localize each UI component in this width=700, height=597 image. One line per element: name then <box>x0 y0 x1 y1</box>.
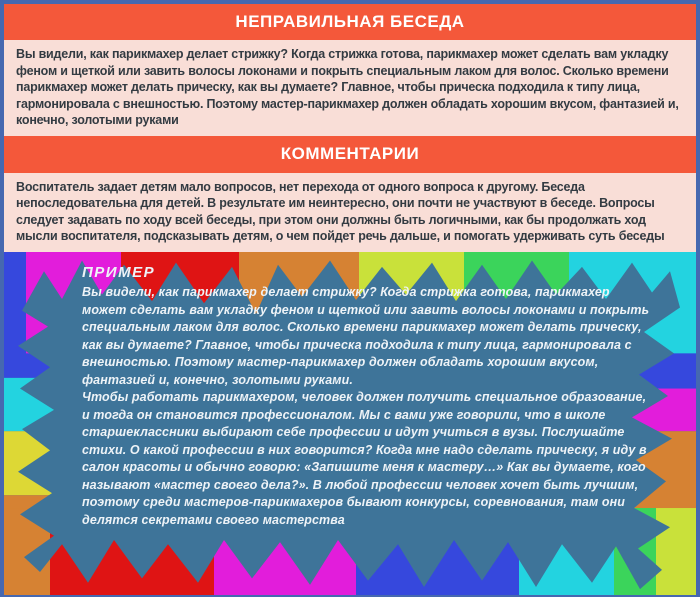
wrong-talk-title: НЕПРАВИЛЬНАЯ БЕСЕДА <box>235 12 465 31</box>
burst-segment-bottom-yellowgreen <box>656 508 696 595</box>
wrong-talk-header <box>4 4 696 40</box>
example-paragraph-2: Чтобы работать парикмахером, человек должен получить специальное образование, и тогда он становится профессионалом. Мы с вами уже говорили, что в школе старшеклассники выбирают себе профессии и идут учиться в вузы. Послушайте стихи. О какой профессии в них говорится? Когда мне надо сделать прическу, я иду в салон красоты и обычно говорю: «Запишите меня к мастеру…» Как вы думаете, кого называют «мастер своего дела?». В любой профессии человек хочет быть лучшим, поэтому среди мастеров-парикмахеров бывают конкурсы, соревнования, там они делятся секретами своего мастерства <box>82 390 647 527</box>
comments-header <box>4 136 696 173</box>
example-paragraph-1: Вы видели, как парикмахер делает стрижку? Когда стрижка готова, парикмахер может сделать вам укладку феном и щеткой или завить волосы локонами и покрыть специальным лаком для волос. Сколько времени парикмахер может делать прическу, как вы думаете? Главное, чтобы прическа подходила к типу лица, гармонировала с внешностью. Поэтому мастер-парикмахер должен обладать хорошим вкусом, фантазией и, конечно, золотыми руками. <box>82 285 650 387</box>
comments-title: КОММЕНТАРИИ <box>280 144 420 163</box>
example-text-block <box>82 264 657 530</box>
wrong-talk-body: Вы видели, как парикмахер делает стрижку? Когда стрижка готова, парикмахер может сделать вам укладку феном и щеткой или завить волосы локонами и покрыть специальным лаком для волос. Сколько времени парикмахер может делать прическу, как вы думаете? Главное, чтобы прическа подходила к типу лица, гармонировала с внешностью. Поэтому мастер-парикмахер должен обладать хорошим вкусом, фантазией и, конечно, золотыми руками <box>16 47 679 127</box>
wrong-talk-panel <box>4 40 696 136</box>
example-title: ПРИМЕР <box>82 263 156 281</box>
comments-body: Воспитатель задает детям мало вопросов, нет перехода от одного вопроса к другому. Беседа непоследовательна для детей. В результате им неинтересно, они почти не участвуют в беседе. Вопросы следует задавать по ходу всей беседы, при этом они должны быть логичными, как бы продолжать ход мысли воспитателя, подсказывать детям, о чем пойдет речь дальше, и помогать удерживать суть беседы <box>16 179 665 243</box>
comments-panel <box>4 173 696 252</box>
example-section <box>4 252 696 596</box>
